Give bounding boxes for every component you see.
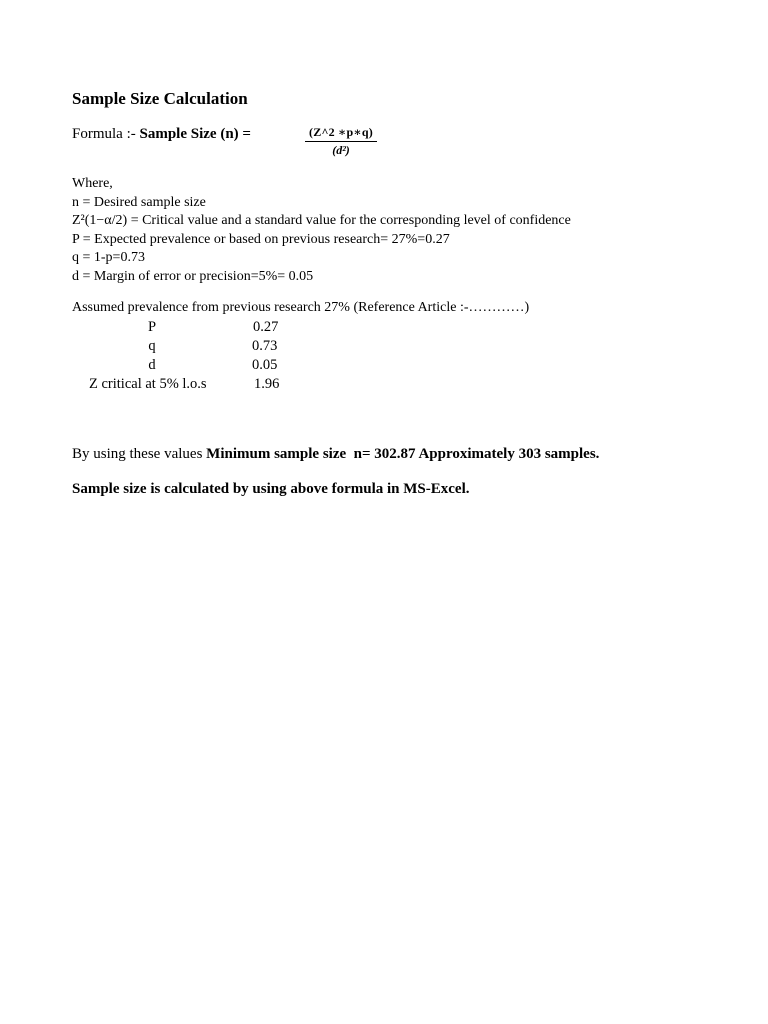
values-row-value: 0.73 (252, 338, 278, 354)
definition-line-d: d = Margin of error or precision=5%= 0.05 (72, 268, 314, 284)
formula-prefix: Formula :- (72, 126, 140, 142)
formula-label: Sample Size (n) = (139, 126, 251, 142)
calculation-note: Sample size is calculated by using above formula in MS-Excel. (72, 481, 470, 497)
formula-denominator: (d²) (332, 143, 350, 157)
values-row-value: 1.96 (254, 376, 280, 392)
values-row-label: Z critical at 5% l.o.s (89, 376, 207, 392)
values-row-label: d (148, 357, 156, 373)
definition-line-z: Z²(1−α/2) = Critical value and a standard value for the corresponding level of confidence (72, 213, 571, 228)
page-title: Sample Size Calculation (72, 89, 248, 108)
result-prefix: By using these values (72, 446, 207, 462)
result-line (72, 446, 599, 463)
values-row-value: 0.27 (253, 319, 279, 335)
definition-line-where: Where, (72, 176, 113, 191)
result-value: Minimum sample size n= 302.87 Approximately 303 samples. (206, 446, 600, 462)
values-row-label: P (147, 319, 157, 335)
definition-line-n: n = Desired sample size (72, 194, 206, 210)
values-row-value: 0.05 (252, 357, 278, 373)
definition-line-p: P = Expected prevalence or based on previous research= 27%=0.27 (72, 231, 450, 247)
assumed-prevalence-text: Assumed prevalence from previous research 27% (Reference Article :-…………) (72, 300, 530, 315)
formula-line (72, 126, 251, 143)
formula-fraction (305, 125, 377, 158)
definitions-block (72, 175, 576, 286)
formula-numerator: (Z^2 ∗p∗q) (305, 125, 377, 142)
definition-line-q: q = 1-p=0.73 (72, 250, 145, 265)
values-row-label: q (148, 338, 156, 354)
